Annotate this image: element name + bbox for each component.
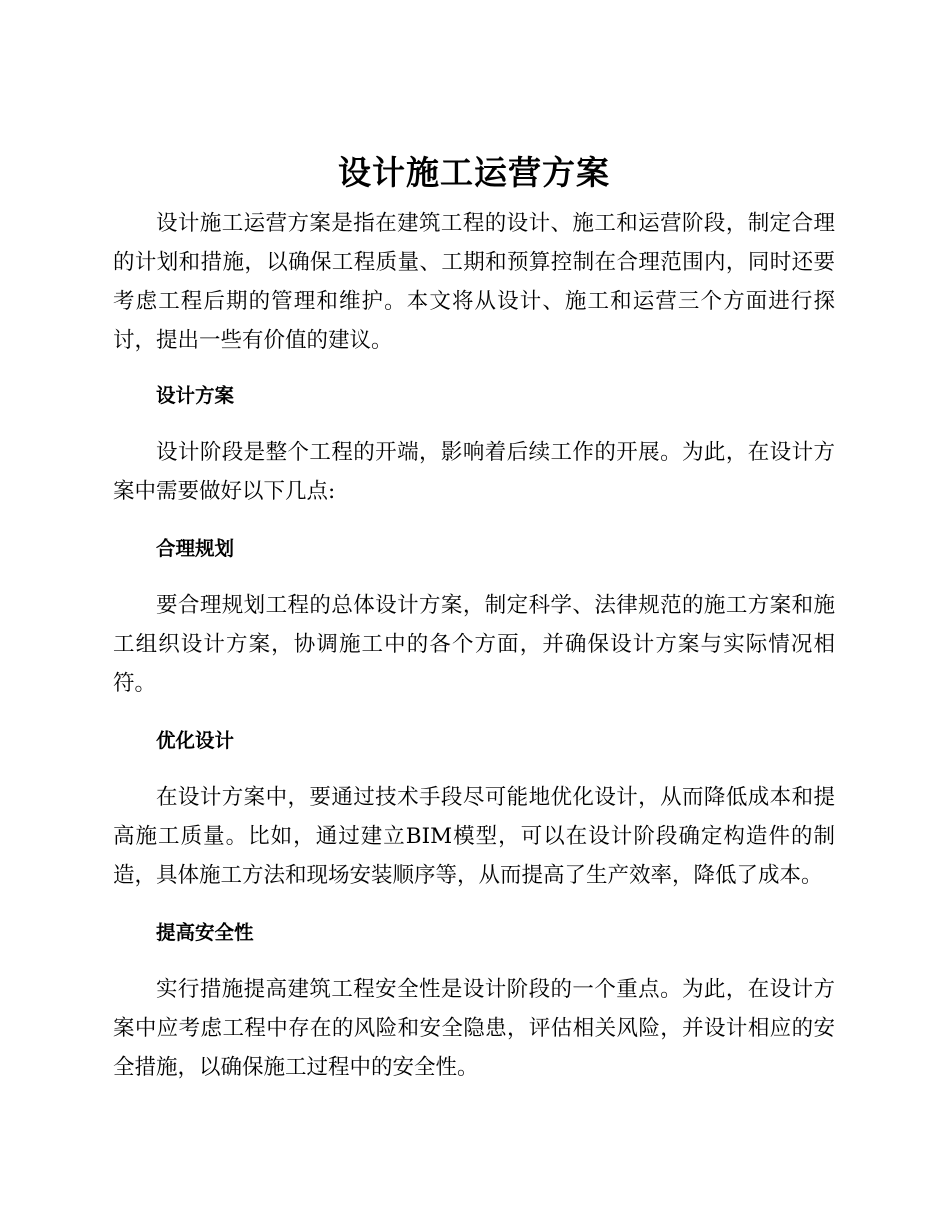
section-paragraph-design-plan: 设计阶段是整个工程的开端，影响着后续工作的开展。为此，在设计方案中需要做好以下几点:	[113, 440, 835, 504]
section-paragraph-improve-safety: 实行措施提高建筑工程安全性是设计阶段的一个重点。为此，在设计方案中应考虑工程中存在的风险和安全隐患，评估相关风险，并设计相应的安全措施，以确保施工过程中的安全性。	[113, 977, 835, 1080]
section-heading-design-plan: 设计方案	[156, 384, 235, 407]
intro-paragraph: 设计施工运营方案是指在建筑工程的设计、施工和运营阶段，制定合理的计划和措施，以确保工程质量、工期和预算控制在合理范围内，同时还要考虑工程后期的管理和维护。本文将从设计、施工和运营三个方面进行探讨，提出一些有价值的建议。	[113, 211, 835, 353]
document-body	[113, 148, 835, 1087]
section-heading-optimize-design: 优化设计	[156, 729, 235, 752]
section-paragraph-optimize-design: 在设计方案中，要通过技术手段尽可能地优化设计，从而降低成本和提高施工质量。比如，通过建立BIM模型，可以在设计阶段确定构造件的制造，具体施工方法和现场安装顺序等，从而提高了生产效率，降低了成本。	[113, 785, 835, 888]
section-paragraph-reasonable-planning: 要合理规划工程的总体设计方案，制定科学、法律规范的施工方案和施工组织设计方案，协调施工中的各个方面，并确保设计方案与实际情况相符。	[113, 593, 835, 696]
section-heading-improve-safety: 提高安全性	[156, 921, 254, 944]
document-title: 设计施工运营方案	[338, 153, 610, 192]
section-heading-reasonable-planning: 合理规划	[156, 537, 235, 560]
